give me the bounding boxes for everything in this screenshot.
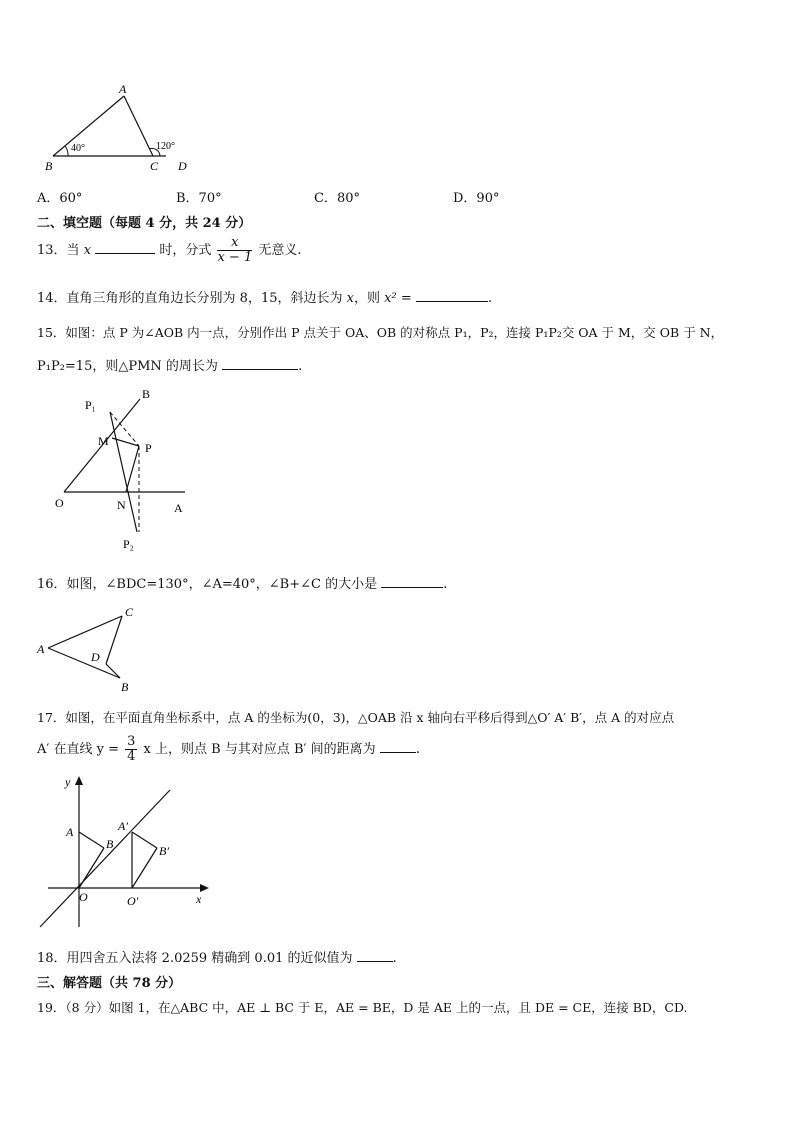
q14-text: 14．直角三角形的直角边长分别为 8，15，斜边长为: [37, 291, 343, 306]
figure-q12-triangle: [38, 80, 198, 175]
q14-expr: x² =: [384, 291, 412, 306]
q14-blank: [416, 289, 488, 302]
q17-frac-den: 4: [127, 749, 136, 764]
fig15-label-a: A: [174, 501, 183, 515]
q14-end: .: [487, 291, 492, 306]
figure-q16-quadrilateral: [34, 600, 144, 695]
fig15-label-n: N: [117, 498, 126, 512]
figure-q15-reflection: [50, 382, 200, 554]
fig16-label-a: A: [37, 642, 45, 656]
q16-text: 16．如图，∠BDC=130°，∠A=40°，∠B+∠C 的大小是: [37, 577, 378, 592]
fig15-label-p: P: [145, 441, 152, 455]
q15-end: .: [298, 359, 303, 374]
fig17-label-a-prime: A′: [118, 819, 128, 833]
fig12-label-c: C: [150, 159, 159, 173]
fig15-label-o: O: [55, 496, 64, 510]
q17-line-2-mid: x 上，则点 B 与其对应点 B′ 间的距离为: [143, 742, 376, 757]
question-17-line-2: [37, 735, 420, 765]
q16-blank: [381, 575, 443, 588]
q12-option-c: C．80°: [314, 191, 360, 206]
q18-blank: [357, 949, 393, 962]
fig15-label-b: B: [142, 387, 151, 401]
question-14: [37, 287, 492, 306]
fig12-label-b: B: [45, 159, 53, 173]
q17-blank: [380, 740, 416, 753]
fig17-label-b-prime: B′: [159, 844, 169, 858]
question-16: [37, 573, 447, 592]
q16-end: .: [443, 577, 448, 592]
fig17-label-o-prime: O′: [127, 894, 139, 908]
q13-mid: 时，分式: [159, 243, 212, 258]
q13-frac-den: x − 1: [217, 250, 253, 265]
q15-line-2-prefix: P₁P₂=15，则△PMN 的周长为: [37, 359, 218, 374]
q18-text: 18．用四舍五入法将 2.0259 精确到 0.01 的近似值为: [37, 951, 353, 966]
fig16-label-b: B: [121, 680, 129, 694]
q15-blank: [222, 357, 298, 370]
fig15-label-p1: P₁: [85, 398, 96, 412]
q17-frac-num: 3: [127, 734, 136, 749]
q13-frac-num: x: [217, 236, 252, 251]
fig12-angle-b: 40°: [71, 143, 85, 154]
q12-option-a: A．60°: [37, 191, 83, 206]
fig12-angle-c: 120°: [156, 141, 175, 152]
fig12-label-a: A: [119, 82, 127, 96]
q18-end: .: [392, 951, 397, 966]
q12-option-b: B．70°: [176, 191, 222, 206]
fig17-label-x: x: [196, 892, 202, 906]
fig17-label-a: A: [66, 825, 74, 839]
q13-var: x: [83, 243, 92, 258]
fig16-label-c: C: [125, 605, 134, 619]
question-15-line-2: [37, 355, 302, 374]
q12-option-d: D．90°: [453, 191, 500, 206]
fig15-label-p2: P₂: [123, 537, 134, 551]
question-15-line-1: 15．如图：点 P 为∠AOB 内一点，分别作出 P 点关于 OA、OB 的对称点 P₁，P₂，连接 P₁P₂交 OA 于 M，交 OB 于 N，: [37, 325, 724, 340]
section-2-title: 二、填空题（每题 4 分，共 24 分）: [37, 216, 252, 231]
section-3-title: 三、解答题（共 78 分）: [37, 976, 182, 991]
q13-prefix: 13．当: [37, 243, 80, 258]
q17-fraction: [125, 735, 137, 764]
figure-q17-coordinate-plane: [36, 772, 214, 934]
q13-fraction: [217, 236, 252, 265]
q14-var: x: [346, 291, 354, 306]
q13-suffix: 无意义.: [258, 243, 302, 258]
q17-end: .: [415, 742, 420, 757]
fig15-label-m: M: [98, 434, 109, 448]
fig17-label-o: O: [79, 890, 88, 904]
fig17-label-y: y: [65, 775, 71, 789]
question-19: 19．（8 分）如图 1，在△ABC 中，AE ⊥ BC 于 E，AE = BE，D 是 AE 上的一点，且 DE = CE，连接 BD，CD.: [37, 1000, 688, 1015]
fig12-label-d: D: [178, 159, 187, 173]
question-13: [37, 236, 302, 265]
fig17-label-b: B: [106, 837, 114, 851]
q13-blank: [95, 241, 155, 254]
q14-mid: ，则: [353, 291, 380, 306]
q17-line-2-prefix: A′ 在直线 y =: [37, 742, 119, 757]
question-17-line-1: 17．如图，在平面直角坐标系中，点 A 的坐标为(0，3)，△OAB 沿 x 轴向右平移后得到△O′ A′ B′，点 A 的对应点: [37, 710, 675, 725]
fig16-label-d: D: [91, 650, 100, 664]
question-18: [37, 947, 397, 966]
